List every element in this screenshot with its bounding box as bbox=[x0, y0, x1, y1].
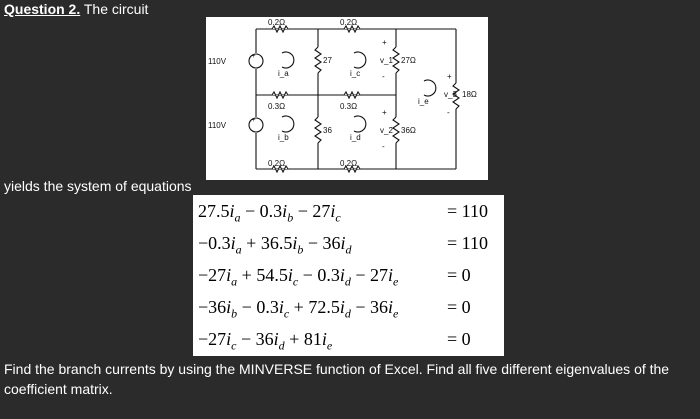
current-label-a: i_a bbox=[278, 69, 289, 78]
loop-arrow-d-icon bbox=[354, 116, 366, 132]
sign-v1-plus: + bbox=[382, 38, 387, 47]
sign-v3-plus: + bbox=[447, 72, 452, 81]
equation-row bbox=[193, 323, 504, 355]
loop-arrow-b-icon bbox=[282, 116, 294, 132]
sign-v2-minus: - bbox=[382, 142, 385, 151]
resistor-label-right-upper: 27Ω bbox=[401, 56, 416, 65]
equation-lhs: $-36i_b - 0.3i_c + 72.5i_d - 36i_e$ bbox=[198, 297, 399, 321]
sign-v2-plus: + bbox=[382, 108, 387, 117]
equation-row bbox=[193, 195, 504, 227]
equation-lhs: $-27i_c - 36i_d + 81i_e$ bbox=[198, 329, 333, 353]
source-label-bottom: 110V bbox=[208, 121, 227, 130]
equation-rhs: = 110 bbox=[447, 201, 488, 221]
equation-row bbox=[193, 291, 504, 323]
resistor-label-mid-mid: 0.3Ω bbox=[340, 102, 358, 111]
equation-system bbox=[193, 195, 504, 356]
equation-lhs: $-0.3i_a + 36.5i_b - 36i_d$ bbox=[198, 233, 352, 257]
resistor-vert-upper-icon bbox=[315, 47, 321, 73]
source-label-top: 110V bbox=[208, 57, 227, 66]
current-label-c: i_c bbox=[350, 69, 361, 78]
svg-text:+: + bbox=[252, 118, 256, 124]
current-label-e: i_e bbox=[418, 97, 429, 106]
resistor-label-far-right: 18Ω bbox=[462, 90, 477, 99]
equation-lhs: $27.5i_a - 0.3i_b - 27i_c$ bbox=[198, 201, 341, 225]
equation-lhs: $-27i_a + 54.5i_c - 0.3i_d - 27i_e$ bbox=[198, 265, 399, 289]
loop-arrow-a-icon bbox=[282, 52, 294, 68]
resistor-label-top-left: 0.2Ω bbox=[268, 18, 286, 27]
circuit-diagram bbox=[206, 17, 488, 180]
resistor-label-bot-left: 0.2Ω bbox=[268, 159, 286, 168]
question-number: Question 2. bbox=[4, 1, 81, 17]
svg-text:+: + bbox=[252, 54, 256, 60]
resistor-label-vert-upper: 27 bbox=[323, 56, 332, 65]
equation-rhs: = 110 bbox=[447, 233, 488, 253]
sign-v1-minus: - bbox=[382, 72, 385, 81]
voltage-label-v2: v_2 bbox=[380, 126, 393, 135]
resistor-mid-mid-icon bbox=[344, 92, 360, 98]
resistor-label-vert-lower: 36 bbox=[323, 126, 332, 135]
instruction-text: Find the branch currents by using the MINVERSE function of Excel. Find all five different eigenvalues of the coefficient matrix. bbox=[4, 361, 670, 397]
resistor-label-bot-mid: 0.2Ω bbox=[340, 159, 358, 168]
resistor-right-lower-icon bbox=[393, 117, 399, 143]
resistor-label-top-mid: 0.2Ω bbox=[340, 18, 358, 27]
voltage-label-v3: v_3 bbox=[444, 90, 457, 99]
equation-row bbox=[193, 259, 504, 291]
current-label-b: i_b bbox=[278, 133, 289, 142]
equation-row bbox=[193, 227, 504, 259]
equation-rhs: = 0 bbox=[447, 329, 471, 349]
voltage-label-v1: v_1 bbox=[380, 56, 393, 65]
loop-arrow-e-icon bbox=[424, 80, 436, 96]
resistor-label-right-lower: 36Ω bbox=[401, 126, 416, 135]
question-text: The circuit bbox=[80, 1, 149, 17]
equation-rhs: = 0 bbox=[447, 265, 471, 285]
resistor-mid-left-icon bbox=[272, 92, 288, 98]
circuit-svg bbox=[206, 17, 488, 180]
intro-text: yields the system of equations bbox=[4, 178, 192, 194]
question-heading bbox=[4, 1, 148, 17]
resistor-label-mid-left: 0.3Ω bbox=[268, 102, 286, 111]
current-label-d: i_d bbox=[350, 133, 361, 142]
resistor-vert-lower-icon bbox=[315, 117, 321, 143]
equation-rhs: = 0 bbox=[447, 297, 471, 317]
loop-arrow-c-icon bbox=[354, 52, 366, 68]
resistor-right-upper-icon bbox=[393, 47, 399, 73]
sign-v3-minus: - bbox=[447, 108, 450, 117]
